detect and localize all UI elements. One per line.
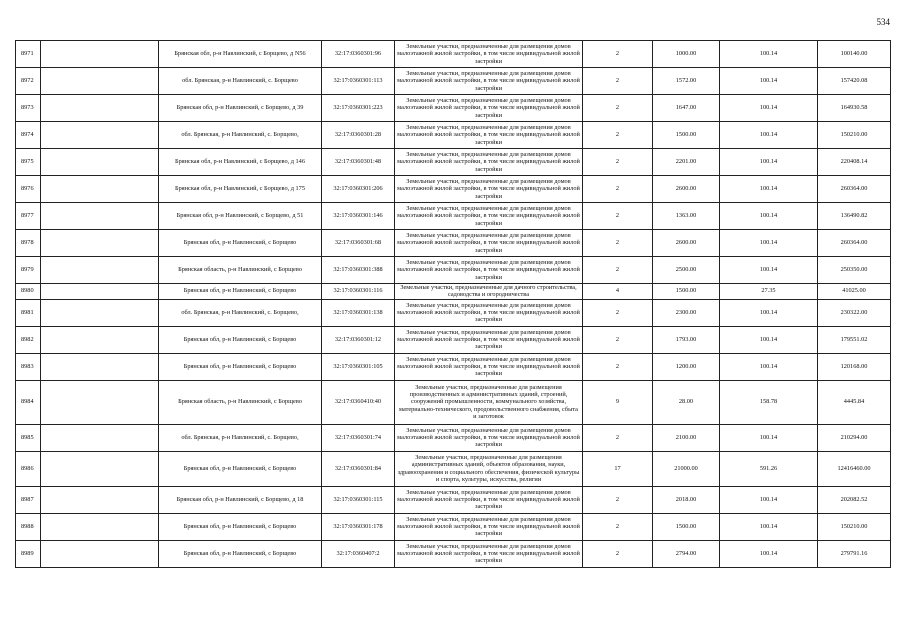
cadastral-value-cell: 179551.02 xyxy=(818,326,891,353)
cadastral-value-cell: 230322.00 xyxy=(818,299,891,326)
row-number-cell: 8972 xyxy=(16,68,41,95)
cadastral-number-cell: 32:17:0360301:28 xyxy=(322,122,395,149)
blank-cell xyxy=(41,380,159,424)
land-use-cell: Земельные участки, предназначенные для размещения домов малоэтажной жилой застройки, в том числе индивидуальной жилой застройки xyxy=(395,513,583,540)
cadastral-number-cell: 32:17:0360301:74 xyxy=(322,424,395,451)
land-use-cell: Земельные участки, предназначенные для размещения домов малоэтажной жилой застройки, в том числе индивидуальной жилой застройки xyxy=(395,257,583,284)
area-cell: 1793.00 xyxy=(653,326,720,353)
cadastral-value-cell: 4445.84 xyxy=(818,380,891,424)
cadastral-number-cell: 32:17:0360301:116 xyxy=(322,284,395,300)
area-cell: 2018.00 xyxy=(653,486,720,513)
address-cell: Брянская обл, р-н Навлинский, с Борщево xyxy=(159,513,322,540)
blank-cell xyxy=(41,299,159,326)
cadastral-value-cell: 120168.00 xyxy=(818,353,891,380)
table-row xyxy=(16,122,891,149)
address-cell: Брянская обл, р-н Навлинский, с Борщево, д 175 xyxy=(159,176,322,203)
address-cell: Брянская обл, р-н Навлинский, с Борщево, д 51 xyxy=(159,203,322,230)
row-number-cell: 8978 xyxy=(16,230,41,257)
row-number-cell: 8988 xyxy=(16,513,41,540)
table-row xyxy=(16,486,891,513)
cadastral-value-cell: 100140.00 xyxy=(818,41,891,68)
area-cell: 1572.00 xyxy=(653,68,720,95)
specific-value-cell: 100.14 xyxy=(720,149,818,176)
row-number-cell: 8973 xyxy=(16,95,41,122)
group-cell: 2 xyxy=(583,257,653,284)
specific-value-cell: 591.26 xyxy=(720,451,818,486)
group-cell: 2 xyxy=(583,95,653,122)
specific-value-cell: 100.14 xyxy=(720,486,818,513)
cadastral-value-cell: 279791.16 xyxy=(818,540,891,567)
cadastral-value-cell: 202082.52 xyxy=(818,486,891,513)
specific-value-cell: 27.35 xyxy=(720,284,818,300)
row-number-cell: 8982 xyxy=(16,326,41,353)
cadastral-number-cell: 32:17:0360301:12 xyxy=(322,326,395,353)
area-cell: 21000.00 xyxy=(653,451,720,486)
table-row xyxy=(16,68,891,95)
table-row xyxy=(16,284,891,300)
cadastral-number-cell: 32:17:0360301:206 xyxy=(322,176,395,203)
land-use-cell: Земельные участки, предназначенные для размещения производственных и административных зданий, строений, сооружений промышленности, коммунального хозяйства, материально-технического, продовольственного снабжения, сбыта и заготовок xyxy=(395,380,583,424)
cadastral-number-cell: 32:17:0360410:40 xyxy=(322,380,395,424)
cadastral-value-cell: 150210.00 xyxy=(818,122,891,149)
address-cell: Брянская область, р-н Навлинский, с Борщево xyxy=(159,257,322,284)
address-cell: обл. Брянская, р-н Навлинский, с. Борщево xyxy=(159,68,322,95)
area-cell: 1000.00 xyxy=(653,41,720,68)
row-number-cell: 8980 xyxy=(16,284,41,300)
cadastral-value-cell: 260364.00 xyxy=(818,230,891,257)
land-use-cell: Земельные участки, предназначенные для размещения административных зданий, объектов образования, науки, здравоохранения и социального обеспечения, физической культуры и спорта, культуры, искусства, религии xyxy=(395,451,583,486)
table-row xyxy=(16,299,891,326)
table-row xyxy=(16,326,891,353)
address-cell: Брянская обл, р-н Навлинский, с Борщево, д 18 xyxy=(159,486,322,513)
specific-value-cell: 100.14 xyxy=(720,257,818,284)
blank-cell xyxy=(41,486,159,513)
land-use-cell: Земельные участки, предназначенные для размещения домов малоэтажной жилой застройки, в том числе индивидуальной жилой застройки xyxy=(395,203,583,230)
land-use-cell: Земельные участки, предназначенные для размещения домов малоэтажной жилой застройки, в том числе индивидуальной жилой застройки xyxy=(395,95,583,122)
blank-cell xyxy=(41,326,159,353)
group-cell: 2 xyxy=(583,424,653,451)
group-cell: 2 xyxy=(583,326,653,353)
address-cell: Брянская обл, р-н Навлинский, с Борщево, д 146 xyxy=(159,149,322,176)
area-cell: 2500.00 xyxy=(653,257,720,284)
address-cell: Брянская обл, р-н Навлинский, с Борщево xyxy=(159,230,322,257)
table-row xyxy=(16,257,891,284)
specific-value-cell: 100.14 xyxy=(720,299,818,326)
area-cell: 1500.00 xyxy=(653,513,720,540)
land-use-cell: Земельные участки, предназначенные для размещения домов малоэтажной жилой застройки, в том числе индивидуальной жилой застройки xyxy=(395,122,583,149)
row-number-cell: 8975 xyxy=(16,149,41,176)
blank-cell xyxy=(41,284,159,300)
land-use-cell: Земельные участки, предназначенные для размещения домов малоэтажной жилой застройки, в том числе индивидуальной жилой застройки xyxy=(395,176,583,203)
group-cell: 9 xyxy=(583,380,653,424)
row-number-cell: 8977 xyxy=(16,203,41,230)
specific-value-cell: 100.14 xyxy=(720,176,818,203)
specific-value-cell: 100.14 xyxy=(720,513,818,540)
table-row xyxy=(16,424,891,451)
row-number-cell: 8983 xyxy=(16,353,41,380)
specific-value-cell: 100.14 xyxy=(720,230,818,257)
blank-cell xyxy=(41,353,159,380)
specific-value-cell: 100.14 xyxy=(720,326,818,353)
group-cell: 2 xyxy=(583,68,653,95)
area-cell: 2794.00 xyxy=(653,540,720,567)
cadastral-number-cell: 32:17:0360301:48 xyxy=(322,149,395,176)
cadastral-value-cell: 136490.82 xyxy=(818,203,891,230)
group-cell: 2 xyxy=(583,486,653,513)
address-cell: Брянская обл, р-н Навлинский, с Борщево xyxy=(159,284,322,300)
cadastral-value-cell: 157420.08 xyxy=(818,68,891,95)
blank-cell xyxy=(41,122,159,149)
area-cell: 2100.00 xyxy=(653,424,720,451)
cadastral-number-cell: 32:17:0360301:68 xyxy=(322,230,395,257)
address-cell: Брянская обл, р-н Навлинский, с Борщево xyxy=(159,540,322,567)
blank-cell xyxy=(41,95,159,122)
cadastral-number-cell: 32:17:0360407:2 xyxy=(322,540,395,567)
group-cell: 2 xyxy=(583,353,653,380)
group-cell: 2 xyxy=(583,203,653,230)
area-cell: 2300.00 xyxy=(653,299,720,326)
cadastral-value-cell: 220408.14 xyxy=(818,149,891,176)
table-row xyxy=(16,380,891,424)
group-cell: 2 xyxy=(583,230,653,257)
specific-value-cell: 100.14 xyxy=(720,68,818,95)
group-cell: 2 xyxy=(583,41,653,68)
cadastral-value-cell: 12416460.00 xyxy=(818,451,891,486)
land-use-cell: Земельные участки, предназначенные для размещения домов малоэтажной жилой застройки, в том числе индивидуальной жилой застройки xyxy=(395,230,583,257)
blank-cell xyxy=(41,257,159,284)
blank-cell xyxy=(41,230,159,257)
land-use-cell: Земельные участки, предназначенные для размещения домов малоэтажной жилой застройки, в том числе индивидуальной жилой застройки xyxy=(395,41,583,68)
area-cell: 1647.00 xyxy=(653,95,720,122)
table-row xyxy=(16,149,891,176)
table-row xyxy=(16,513,891,540)
table-row xyxy=(16,176,891,203)
table-row xyxy=(16,41,891,68)
cadastral-value-cell: 41025.00 xyxy=(818,284,891,300)
table-row xyxy=(16,540,891,567)
land-use-cell: Земельные участки, предназначенные для размещения домов малоэтажной жилой застройки, в том числе индивидуальной жилой застройки xyxy=(395,540,583,567)
row-number-cell: 8984 xyxy=(16,380,41,424)
group-cell: 2 xyxy=(583,122,653,149)
row-number-cell: 8974 xyxy=(16,122,41,149)
cadastral-number-cell: 32:17:0360301:223 xyxy=(322,95,395,122)
blank-cell xyxy=(41,540,159,567)
specific-value-cell: 158.78 xyxy=(720,380,818,424)
land-use-cell: Земельные участки, предназначенные для размещения домов малоэтажной жилой застройки, в том числе индивидуальной жилой застройки xyxy=(395,326,583,353)
land-use-cell: Земельные участки, предназначенные для дачного строительства, садоводства и огородничества xyxy=(395,284,583,300)
area-cell: 1500.00 xyxy=(653,122,720,149)
land-use-cell: Земельные участки, предназначенные для размещения домов малоэтажной жилой застройки, в том числе индивидуальной жилой застройки xyxy=(395,149,583,176)
address-cell: Брянская обл, р-н Навлинский, с Борщево, д N56 xyxy=(159,41,322,68)
address-cell: Брянская обл, р-н Навлинский, с Борщево xyxy=(159,353,322,380)
address-cell: обл. Брянская, р-н Навлинский, с. Борщево, xyxy=(159,299,322,326)
group-cell: 2 xyxy=(583,540,653,567)
address-cell: Брянская обл, р-н Навлинский, с Борщево xyxy=(159,326,322,353)
cadastral-number-cell: 32:17:0360301:138 xyxy=(322,299,395,326)
land-use-cell: Земельные участки, предназначенные для размещения домов малоэтажной жилой застройки, в том числе индивидуальной жилой застройки xyxy=(395,68,583,95)
cadastral-number-cell: 32:17:0360301:84 xyxy=(322,451,395,486)
cadastral-value-cell: 210294.00 xyxy=(818,424,891,451)
area-cell: 1500.00 xyxy=(653,284,720,300)
specific-value-cell: 100.14 xyxy=(720,353,818,380)
row-number-cell: 8976 xyxy=(16,176,41,203)
cadastral-number-cell: 32:17:0360301:96 xyxy=(322,41,395,68)
group-cell: 2 xyxy=(583,176,653,203)
blank-cell xyxy=(41,203,159,230)
land-use-cell: Земельные участки, предназначенные для размещения домов малоэтажной жилой застройки, в том числе индивидуальной жилой застройки xyxy=(395,353,583,380)
group-cell: 2 xyxy=(583,513,653,540)
row-number-cell: 8979 xyxy=(16,257,41,284)
area-cell: 2201.00 xyxy=(653,149,720,176)
specific-value-cell: 100.14 xyxy=(720,41,818,68)
row-number-cell: 8987 xyxy=(16,486,41,513)
area-cell: 28.00 xyxy=(653,380,720,424)
table-row xyxy=(16,353,891,380)
group-cell: 2 xyxy=(583,299,653,326)
specific-value-cell: 100.14 xyxy=(720,95,818,122)
group-cell: 2 xyxy=(583,149,653,176)
table-row xyxy=(16,230,891,257)
cadastral-number-cell: 32:17:0360301:146 xyxy=(322,203,395,230)
blank-cell xyxy=(41,149,159,176)
area-cell: 2600.00 xyxy=(653,176,720,203)
blank-cell xyxy=(41,424,159,451)
row-number-cell: 8981 xyxy=(16,299,41,326)
cadastral-number-cell: 32:17:0360301:105 xyxy=(322,353,395,380)
specific-value-cell: 100.14 xyxy=(720,540,818,567)
table-row xyxy=(16,451,891,486)
row-number-cell: 8971 xyxy=(16,41,41,68)
row-number-cell: 8989 xyxy=(16,540,41,567)
cadastral-number-cell: 32:17:0360301:178 xyxy=(322,513,395,540)
land-use-cell: Земельные участки, предназначенные для размещения домов малоэтажной жилой застройки, в том числе индивидуальной жилой застройки xyxy=(395,486,583,513)
area-cell: 1200.00 xyxy=(653,353,720,380)
area-cell: 1363.00 xyxy=(653,203,720,230)
address-cell: Брянская область, р-н Навлинский, с Борщево xyxy=(159,380,322,424)
cadastral-number-cell: 32:17:0360301:388 xyxy=(322,257,395,284)
blank-cell xyxy=(41,41,159,68)
address-cell: обл. Брянская, р-н Навлинский, с. Борщево, xyxy=(159,424,322,451)
address-cell: обл. Брянская, р-н Навлинский, с. Борщево, xyxy=(159,122,322,149)
cadastral-value-cell: 164930.58 xyxy=(818,95,891,122)
land-use-cell: Земельные участки, предназначенные для размещения домов малоэтажной жилой застройки, в том числе индивидуальной жилой застройки xyxy=(395,299,583,326)
blank-cell xyxy=(41,451,159,486)
blank-cell xyxy=(41,176,159,203)
blank-cell xyxy=(41,68,159,95)
specific-value-cell: 100.14 xyxy=(720,424,818,451)
specific-value-cell: 100.14 xyxy=(720,122,818,149)
cadastral-value-cell: 260364.00 xyxy=(818,176,891,203)
row-number-cell: 8985 xyxy=(16,424,41,451)
specific-value-cell: 100.14 xyxy=(720,203,818,230)
cadastral-value-cell: 150210.00 xyxy=(818,513,891,540)
address-cell: Брянская обл, р-н Навлинский, с Борщево xyxy=(159,451,322,486)
row-number-cell: 8986 xyxy=(16,451,41,486)
cadastral-number-cell: 32:17:0360301:113 xyxy=(322,68,395,95)
land-use-cell: Земельные участки, предназначенные для размещения домов малоэтажной жилой застройки, в том числе индивидуальной жилой застройки xyxy=(395,424,583,451)
table-row xyxy=(16,203,891,230)
group-cell: 4 xyxy=(583,284,653,300)
cadastral-number-cell: 32:17:0360301:115 xyxy=(322,486,395,513)
cadastral-value-cell: 250350.00 xyxy=(818,257,891,284)
area-cell: 2600.00 xyxy=(653,230,720,257)
cadastral-value-table xyxy=(15,40,891,568)
group-cell: 17 xyxy=(583,451,653,486)
page-number: 534 xyxy=(876,17,890,27)
address-cell: Брянская обл, р-н Навлинский, с Борщево, д 39 xyxy=(159,95,322,122)
table-row xyxy=(16,95,891,122)
blank-cell xyxy=(41,513,159,540)
